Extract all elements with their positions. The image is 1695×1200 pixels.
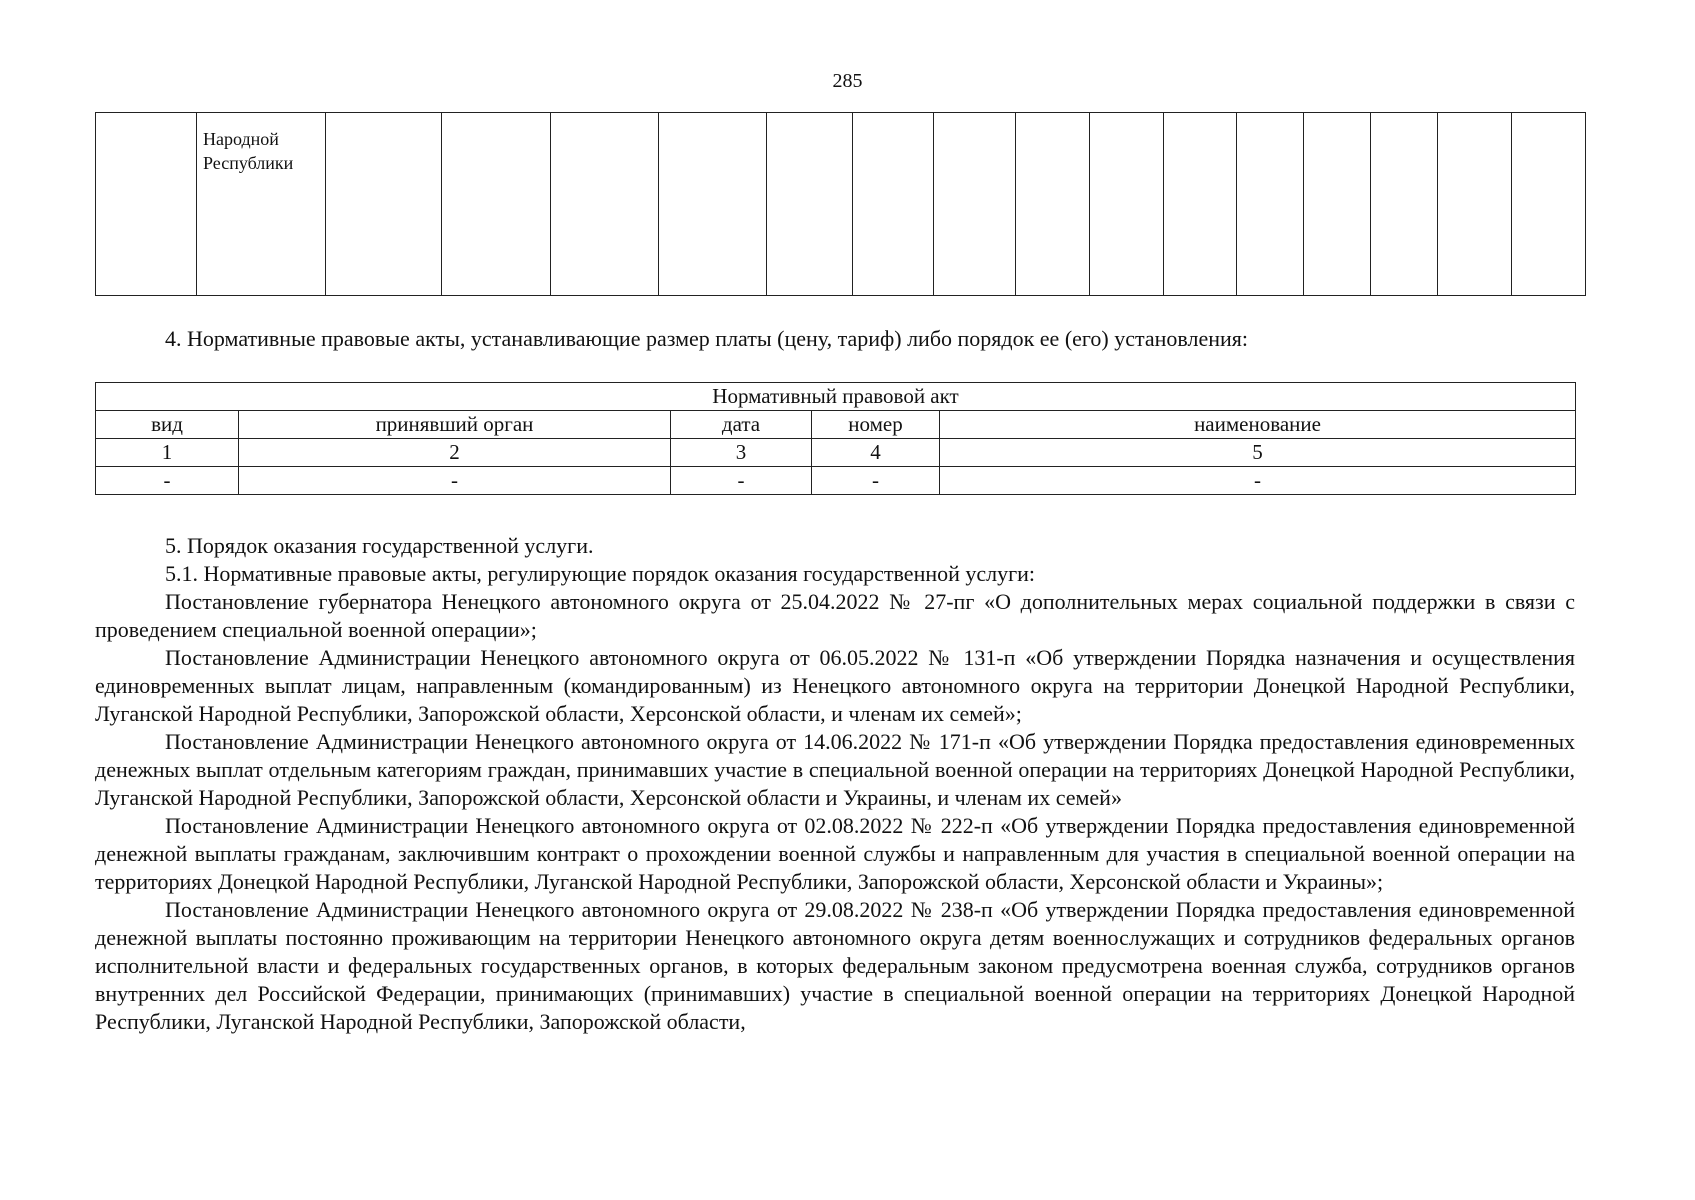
section-5-1-heading: 5.1. Нормативные правовые акты, регулирующие порядок оказания государственной услуги: [165, 561, 1036, 586]
cell-line: Народной [203, 129, 279, 149]
column-number: 4 [812, 439, 940, 467]
section-5-heading: 5. Порядок оказания государственной услуги. [165, 533, 594, 558]
table-cell [853, 113, 934, 296]
legal-act-paragraph: Постановление Администрации Ненецкого автономного округа от 06.05.2022 № 131-п «Об утверждении Порядка назначения и осуществления единовременных выплат лицам, направленным (командированным) из Ненецкого автономного округа на территории Донецкой Народной Республики, Луганской Народной Республики, Запорожской области, Херсонской области, и членам их семей»; [95, 645, 1575, 726]
column-header: наименование [940, 411, 1576, 439]
table-cell [1304, 113, 1371, 296]
page-number: 285 [832, 70, 863, 92]
table-cell [1164, 113, 1237, 296]
table-cell: - [239, 467, 671, 495]
column-header: вид [96, 411, 239, 439]
table-cell [767, 113, 853, 296]
table-cell [326, 113, 442, 296]
table-title: Нормативный правовой акт [96, 383, 1576, 411]
table-cell [96, 113, 197, 296]
table-cell [1016, 113, 1090, 296]
table-cell [934, 113, 1016, 296]
column-number: 1 [96, 439, 239, 467]
table-cell: - [812, 467, 940, 495]
table-cell [1438, 113, 1512, 296]
continued-table [95, 112, 1586, 296]
table-cell [1371, 113, 1438, 296]
section-4-heading: 4. Нормативные правовые акты, устанавливающие размер платы (цену, тариф) либо порядок ее (его) установления: [165, 326, 1249, 351]
legal-act-paragraph: Постановление губернатора Ненецкого автономного округа от 25.04.2022 № 27-пг «О дополнительных мерах социальной поддержки в связи с проведением специальной военной операции»; [95, 589, 1575, 642]
table-cell-region [197, 113, 326, 296]
section-5 [95, 532, 1575, 1036]
table-cell: - [940, 467, 1576, 495]
column-number: 5 [940, 439, 1576, 467]
cell-line: Республики [203, 153, 294, 173]
legal-act-paragraph: Постановление Администрации Ненецкого автономного округа от 02.08.2022 № 222-п «Об утверждении Порядка предоставления единовременной денежной выплаты гражданам, заключившим контракт о прохождении военной службы и направленным для участия в специальной военной операции на территориях Донецкой Народной Республики, Луганской Народной Республики, Запорожской области, Херсонской области и Украины»; [95, 813, 1575, 894]
legal-acts-table [95, 382, 1576, 495]
column-header: номер [812, 411, 940, 439]
table-cell [442, 113, 551, 296]
table-cell [1512, 113, 1586, 296]
table-cell [551, 113, 659, 296]
column-header: дата [671, 411, 812, 439]
column-number: 2 [239, 439, 671, 467]
table-cell: - [96, 467, 239, 495]
table-cell [1090, 113, 1164, 296]
table-cell: - [671, 467, 812, 495]
table-cell [1237, 113, 1304, 296]
column-header: принявший орган [239, 411, 671, 439]
column-number: 3 [671, 439, 812, 467]
legal-act-paragraph: Постановление Администрации Ненецкого автономного округа от 14.06.2022 № 171-п «Об утверждении Порядка предоставления единовременных денежных выплат отдельным категориям граждан, принимавших участие в специальной военной операции на территориях Донецкой Народной Республики, Луганской Народной Республики, Запорожской области, Херсонской области и Украины, и членам их семей» [95, 729, 1575, 810]
legal-act-paragraph: Постановление Администрации Ненецкого автономного округа от 29.08.2022 № 238-п «Об утверждении Порядка предоставления единовременной денежной выплаты постоянно проживающим на территории Ненецкого автономного округа детям военнослужащих и сотрудников федеральных органов исполнительной власти и федеральных государственных органов, в которых федеральным законом предусмотрена военная служба, сотрудников органов внутренних дел Российской Федерации, принимающих (принимавших) участие в специальной военной операции на территориях Донецкой Народной Республики, Луганской Народной Республики, Запорожской области, [95, 897, 1575, 1034]
table-cell [659, 113, 767, 296]
